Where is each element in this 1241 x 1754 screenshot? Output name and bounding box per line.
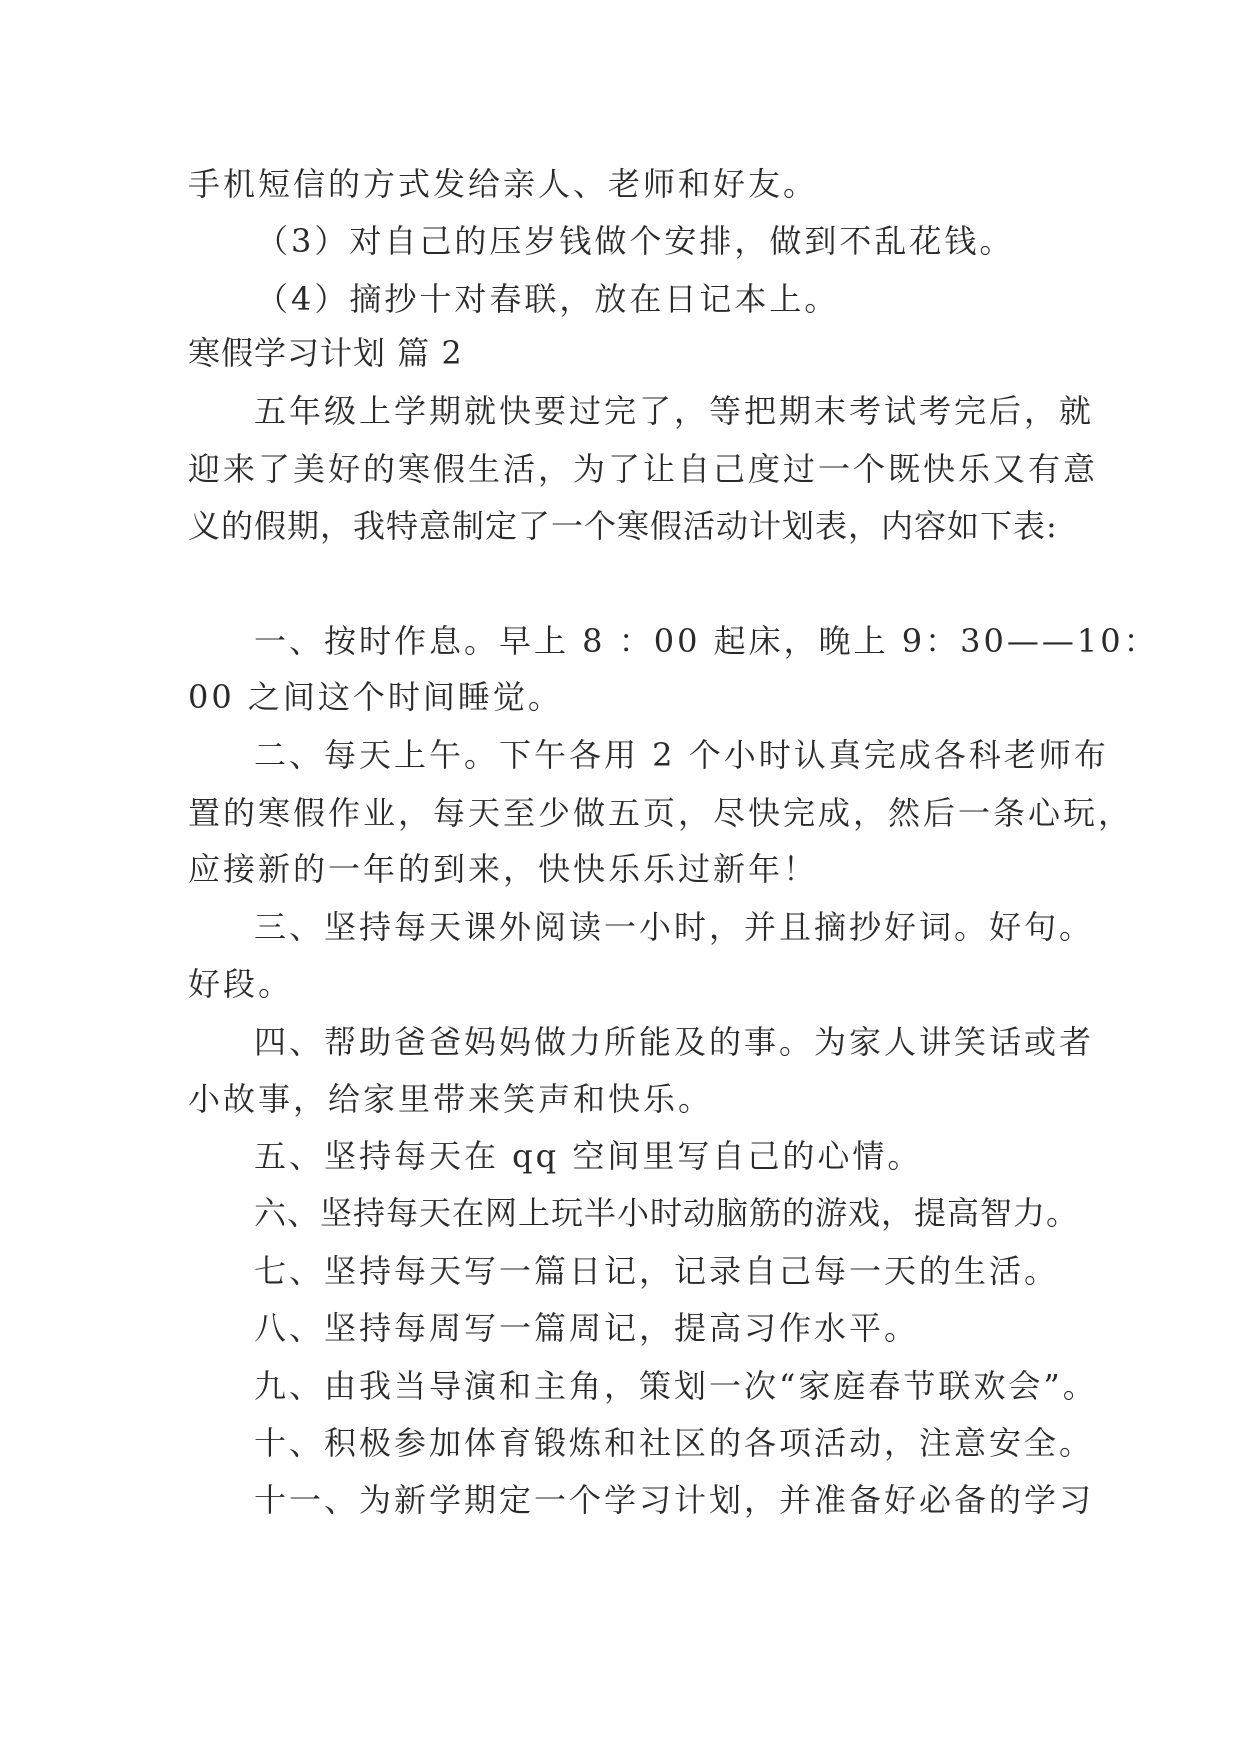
list-item-1-line-1: 一、按时作息。早上 8 ：00 起床，晚上 9：30——10：	[254, 622, 1159, 660]
list-item-2-line-1: 二、每天上午。下午各用 2 个小时认真完成各科老师布	[254, 736, 1109, 774]
list-item-10: 十、积极参加体育锻炼和社区的各项活动，注意安全。	[254, 1424, 1095, 1462]
paragraph-line-7: 义的假期，我特意制定了一个寒假活动计划表，内容如下表:	[188, 507, 1058, 545]
list-item-2-line-2: 置的寒假作业，每天至少做五页，尽快完成，然后一条心玩，	[188, 794, 1134, 832]
section-heading: 寒假学习计划 篇 2	[188, 334, 463, 372]
list-item-3-line-1: 三、坚持每天课外阅读一小时，并且摘抄好词。好句。	[254, 908, 1095, 946]
list-item-8: 八、坚持每周写一篇周记，提高习作水平。	[254, 1309, 920, 1347]
list-item-11-line-1: 十一、为新学期定一个学习计划，并准备好必备的学习	[254, 1481, 1095, 1519]
list-item-1-line-2: 00 之间这个时间睡觉。	[188, 678, 563, 716]
list-item-4-line-2: 小故事，给家里带来笑声和快乐。	[188, 1080, 714, 1118]
paragraph-line-5: 五年级上学期就快要过完了，等把期末考试考完后，就	[254, 392, 1095, 430]
list-item-6: 六、坚持每天在网上玩半小时动脑筋的游戏，提高智力。	[254, 1194, 1080, 1232]
list-item-4-line-1: 四、帮助爸爸妈妈做力所能及的事。为家人讲笑话或者	[254, 1023, 1095, 1061]
paragraph-line-1: 手机短信的方式发给亲人、老师和好友。	[188, 165, 819, 203]
list-item-7: 七、坚持每天写一篇日记，记录自己每一天的生活。	[254, 1252, 1060, 1290]
paragraph-line-2: （3）对自己的压岁钱做个安排，做到不乱花钱。	[256, 222, 1015, 260]
list-item-9: 九、由我当导演和主角，策划一次“家庭春节联欢会”。	[254, 1367, 1098, 1405]
list-item-3-line-2: 好段。	[188, 965, 294, 1003]
paragraph-line-3: （4）摘抄十对春联，放在日记本上。	[256, 280, 840, 318]
list-item-2-line-3: 应接新的一年的到来，快快乐乐过新年！	[188, 850, 819, 888]
list-item-5: 五、坚持每天在 qq 空间里写自己的心情。	[254, 1137, 923, 1175]
paragraph-line-6: 迎来了美好的寒假生活，为了让自己度过一个既快乐又有意	[188, 450, 1099, 488]
